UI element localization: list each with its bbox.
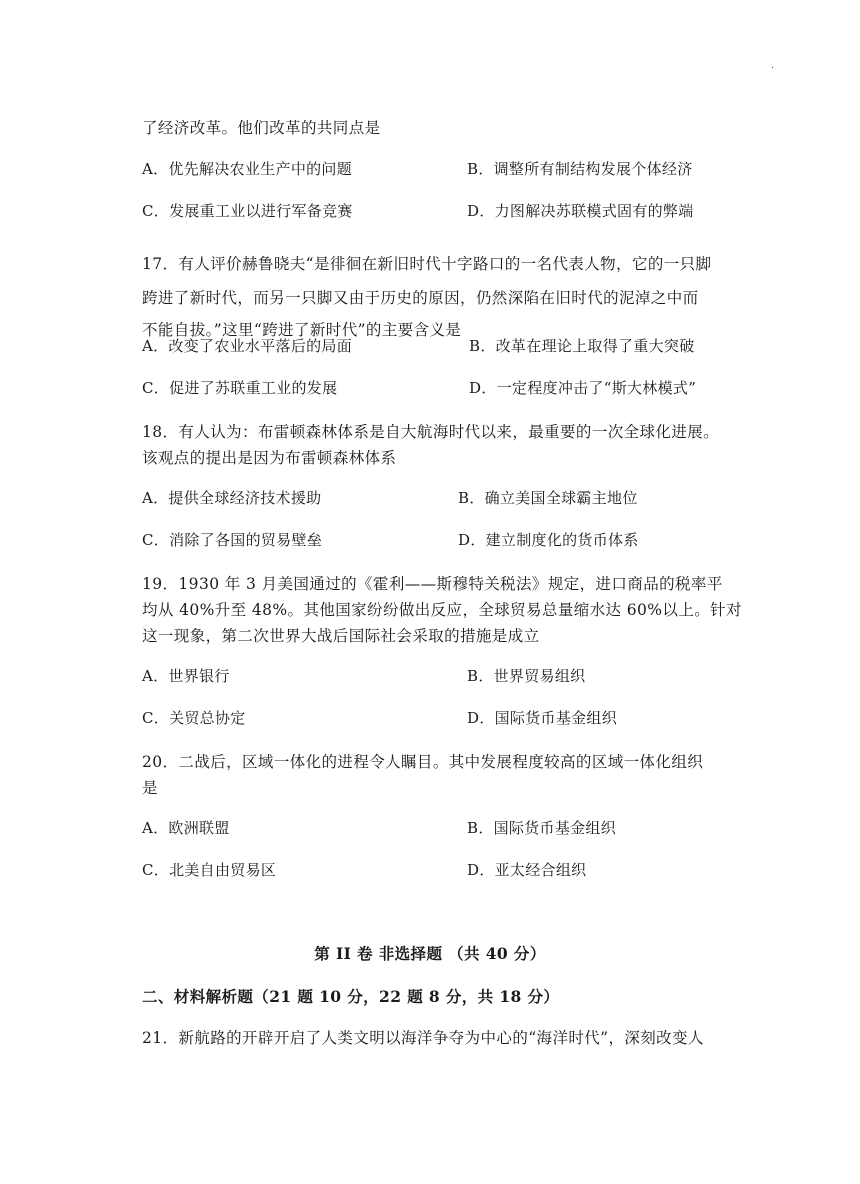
q16-option-b: B．调整所有制结构发展个体经济 <box>467 160 693 178</box>
q18-option-b: B．确立美国全球霸主地位 <box>458 489 638 507</box>
q19-stem-line-2: 均从 40%升至 48%。其他国家纷纷做出反应，全球贸易总量缩水达 60%以上。针对 <box>142 601 742 619</box>
q17-stem-line-2: 跨进了新时代，而另一只脚又由于历史的原因，仍然深陷在旧时代的泥淖之中而 <box>142 289 699 307</box>
q19-option-c: C．关贸总协定 <box>142 709 246 727</box>
q18-option-c: C．消除了各国的贸易壁垒 <box>142 531 323 549</box>
q17-option-d: D．一定程度冲击了“斯大林模式” <box>469 379 697 397</box>
q20-option-c: C．北美自由贸易区 <box>142 861 277 879</box>
q20-option-b: B．国际货币基金组织 <box>467 819 617 837</box>
q19-option-a: A．世界银行 <box>142 667 230 685</box>
q19-stem-line-1: 19．1930 年 3 月美国通过的《霍利——斯穆特关税法》规定，进口商品的税率平 <box>142 575 723 593</box>
q18-option-d: D．建立制度化的货币体系 <box>458 531 639 549</box>
q18-option-a: A．提供全球经济技术援助 <box>142 489 322 507</box>
q18-stem-line-2: 该观点的提出是因为布雷顿森林体系 <box>142 449 397 467</box>
q18-stem-line-1: 18．有人认为：布雷顿森林体系是自大航海时代以来，最重要的一次全球化进展。 <box>142 423 720 441</box>
q16-option-a: A．优先解决农业生产中的问题 <box>142 160 353 178</box>
q20-stem-line-2: 是 <box>142 779 158 797</box>
q17-option-c: C．促进了苏联重工业的发展 <box>142 379 338 397</box>
part-heading: 二、材料解析题（21 题 10 分，22 题 8 分，共 18 分） <box>142 987 560 1006</box>
q19-stem-line-3: 这一现象，第二次世界大战后国际社会采取的措施是成立 <box>142 627 540 645</box>
corner-mark: . <box>771 60 775 71</box>
q16-option-d: D．力图解决苏联模式固有的弊端 <box>467 202 694 220</box>
q17-option-a-text: A．改变了农业水平落后的局面 <box>142 337 353 355</box>
q19-option-d: D．国际货币基金组织 <box>467 709 618 727</box>
q17-stem-line-1: 17．有人评价赫鲁晓夫“是徘徊在新旧时代十字路口的一名代表人物，它的一只脚 <box>142 255 712 273</box>
q16-stem-tail: 了经济改革。他们改革的共同点是 <box>142 119 381 137</box>
q17-option-b: B．改革在理论上取得了重大突破 <box>469 337 695 355</box>
q21-stem-line-1: 21．新航路的开辟开启了人类文明以海洋争夺为中心的“海洋时代”，深刻改变人 <box>142 1029 704 1047</box>
q17-stem-line-3: 不能自拔。”这里“跨进了新时代”的主要含义是 <box>142 321 462 339</box>
q20-stem-line-1: 20．二战后，区域一体化的进程令人瞩目。其中发展程度较高的区域一体化组织 <box>142 753 704 771</box>
q20-option-a: A．欧洲联盟 <box>142 819 230 837</box>
q16-option-c: C．发展重工业以进行军备竞赛 <box>142 202 353 220</box>
section-title: 第 II 卷 非选择题 （共 40 分） <box>314 944 546 963</box>
q19-option-b: B．世界贸易组织 <box>467 667 586 685</box>
q20-option-d: D．亚太经合组织 <box>467 861 587 879</box>
